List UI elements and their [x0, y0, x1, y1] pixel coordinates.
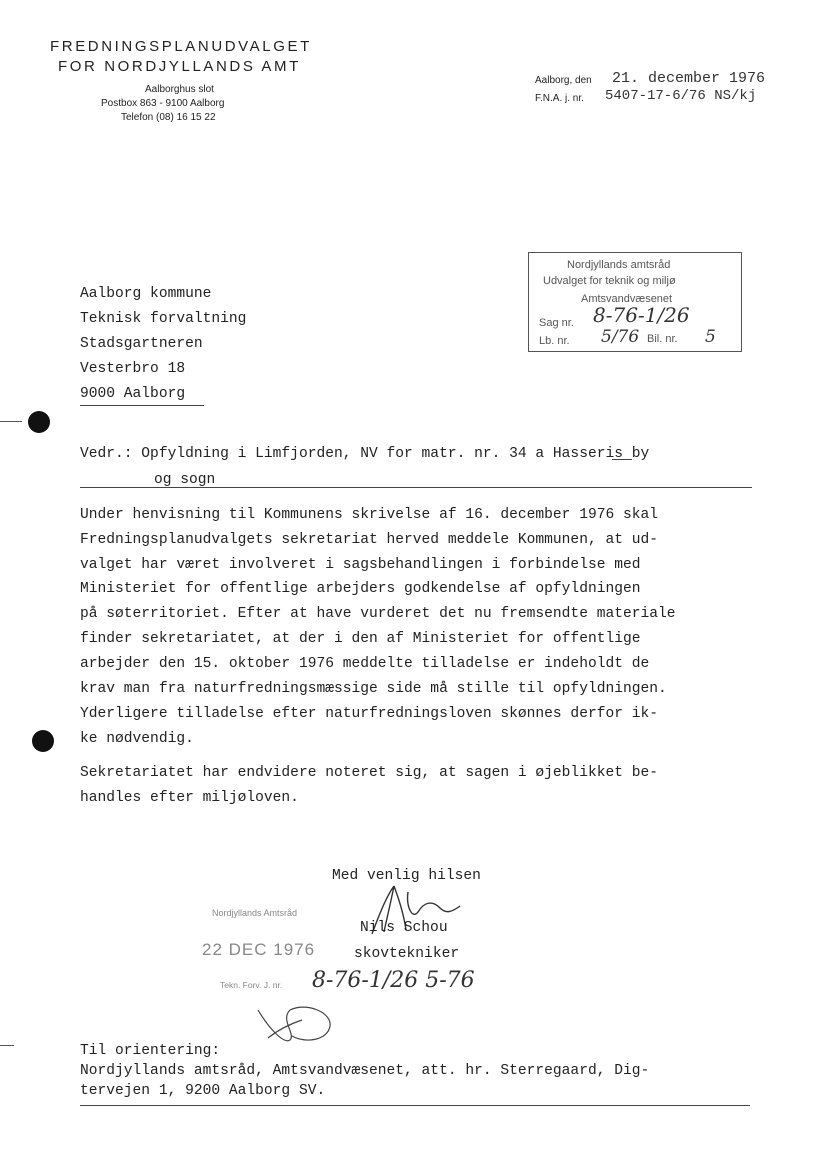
scribble-mark [250, 1000, 340, 1050]
body-line-8: krav man fra naturfredningsmæssige side må stille til opfyldningen. [80, 681, 667, 697]
body-line-9: Yderligere tilladelse efter naturfredningsloven skønnes derfor ik- [80, 706, 659, 722]
received-stamp-date: 22 DEC 1976 [202, 940, 316, 959]
stamp-lb-value: 5/76 [601, 327, 640, 347]
recipient-line-5: 9000 Aalborg [80, 386, 186, 402]
recipient-line-2: Teknisk forvaltning [80, 311, 247, 327]
body-p2-line-2: handles efter miljøloven. [80, 790, 299, 806]
body-line-1: Under henvisning til Kommunens skrivelse af 16. december 1976 skal [80, 507, 659, 523]
stamp-sag-label: Sag nr. [539, 317, 574, 329]
margin-tick-top [0, 421, 22, 422]
received-stamp-ref-label: Tekn. Forv. J. nr. [220, 980, 283, 990]
body-line-5: på søterritoriet. Efter at have vurderet det nu fremsendte materiale [80, 606, 676, 622]
stamp-line-1: Nordjyllands amtsråd [567, 259, 671, 271]
subject-rule [80, 487, 752, 488]
subject-line-2: og sogn [154, 472, 216, 488]
body-line-2: Fredningsplanudvalgets sekretariat herved meddele Kommunen, at ud- [80, 532, 659, 548]
footer-rule [80, 1105, 750, 1106]
date-value: 21. december 1976 [612, 70, 766, 87]
stamp-line-2: Udvalget for teknik og miljø [543, 275, 676, 287]
punch-hole-top [28, 411, 50, 433]
recipient-line-4: Vesterbro 18 [80, 361, 186, 377]
subject-line-1: Vedr.: Opfyldning i Limfjorden, NV for matr. nr. 34 a Hasseris by [80, 446, 650, 462]
margin-tick-bottom [0, 1045, 14, 1046]
stamp-sag-value: 8-76-1/26 [593, 303, 690, 327]
received-stamp-org: Nordjyllands Amtsråd [212, 908, 298, 918]
reference-label: F.N.A. j. nr. [535, 93, 584, 104]
recipient-line-3: Stadsgartneren [80, 336, 203, 352]
org-address-line-1: Aalborghus slot [145, 84, 214, 95]
recipient-line-1: Aalborg kommune [80, 286, 212, 302]
recipient-underline [80, 405, 204, 406]
body-line-10: ke nødvendig. [80, 731, 194, 747]
stamp-bil-value: 5 [705, 327, 716, 347]
cc-line-2: tervejen 1, 9200 Aalborg SV. [80, 1083, 326, 1099]
subject-a-underline [612, 459, 632, 460]
body-line-3: valget har været involveret i sagsbehandlingen i forbindelse med [80, 557, 641, 573]
org-name-line-1: FREDNINGSPLANUDVALGET [50, 38, 312, 55]
closing-greeting: Med venlig hilsen [332, 868, 481, 884]
closing-name: Nils Schou [360, 920, 448, 936]
stamp-lb-label: Lb. nr. [539, 335, 570, 347]
body-p2-line-1: Sekretariatet har endvidere noteret sig, at sagen i øjeblikket be- [80, 765, 659, 781]
punch-hole-bottom [32, 730, 54, 752]
reference-value: 5407-17-6/76 NS/kj [605, 88, 757, 104]
cc-line-1: Nordjyllands amtsråd, Amtsvandvæsenet, att. hr. Sterregaard, Dig- [80, 1063, 650, 1079]
body-line-4: Ministeriet for offentlige arbejders godkendelse af opfyldningen [80, 581, 641, 597]
org-address-line-2: Postbox 863 - 9100 Aalborg [101, 98, 225, 109]
date-label: Aalborg, den [535, 75, 592, 86]
received-stamp-ref-value: 8-76-1/26 5-76 [312, 968, 475, 993]
stamp-bil-label: Bil. nr. [647, 333, 678, 345]
cc-label: Til orientering: [80, 1043, 221, 1059]
body-line-6: finder sekretariatet, at der i den af Ministeriet for offentlige [80, 631, 641, 647]
org-phone: Telefon (08) 16 15 22 [121, 112, 216, 123]
body-line-7: arbejder den 15. oktober 1976 meddelte tilladelse er indeholdt de [80, 656, 650, 672]
archive-stamp [528, 252, 742, 352]
org-name-line-2: FOR NORDJYLLANDS AMT [58, 58, 301, 75]
closing-title: skovtekniker [354, 946, 460, 962]
stamp-line-3: Amtsvandvæsenet [581, 293, 673, 305]
